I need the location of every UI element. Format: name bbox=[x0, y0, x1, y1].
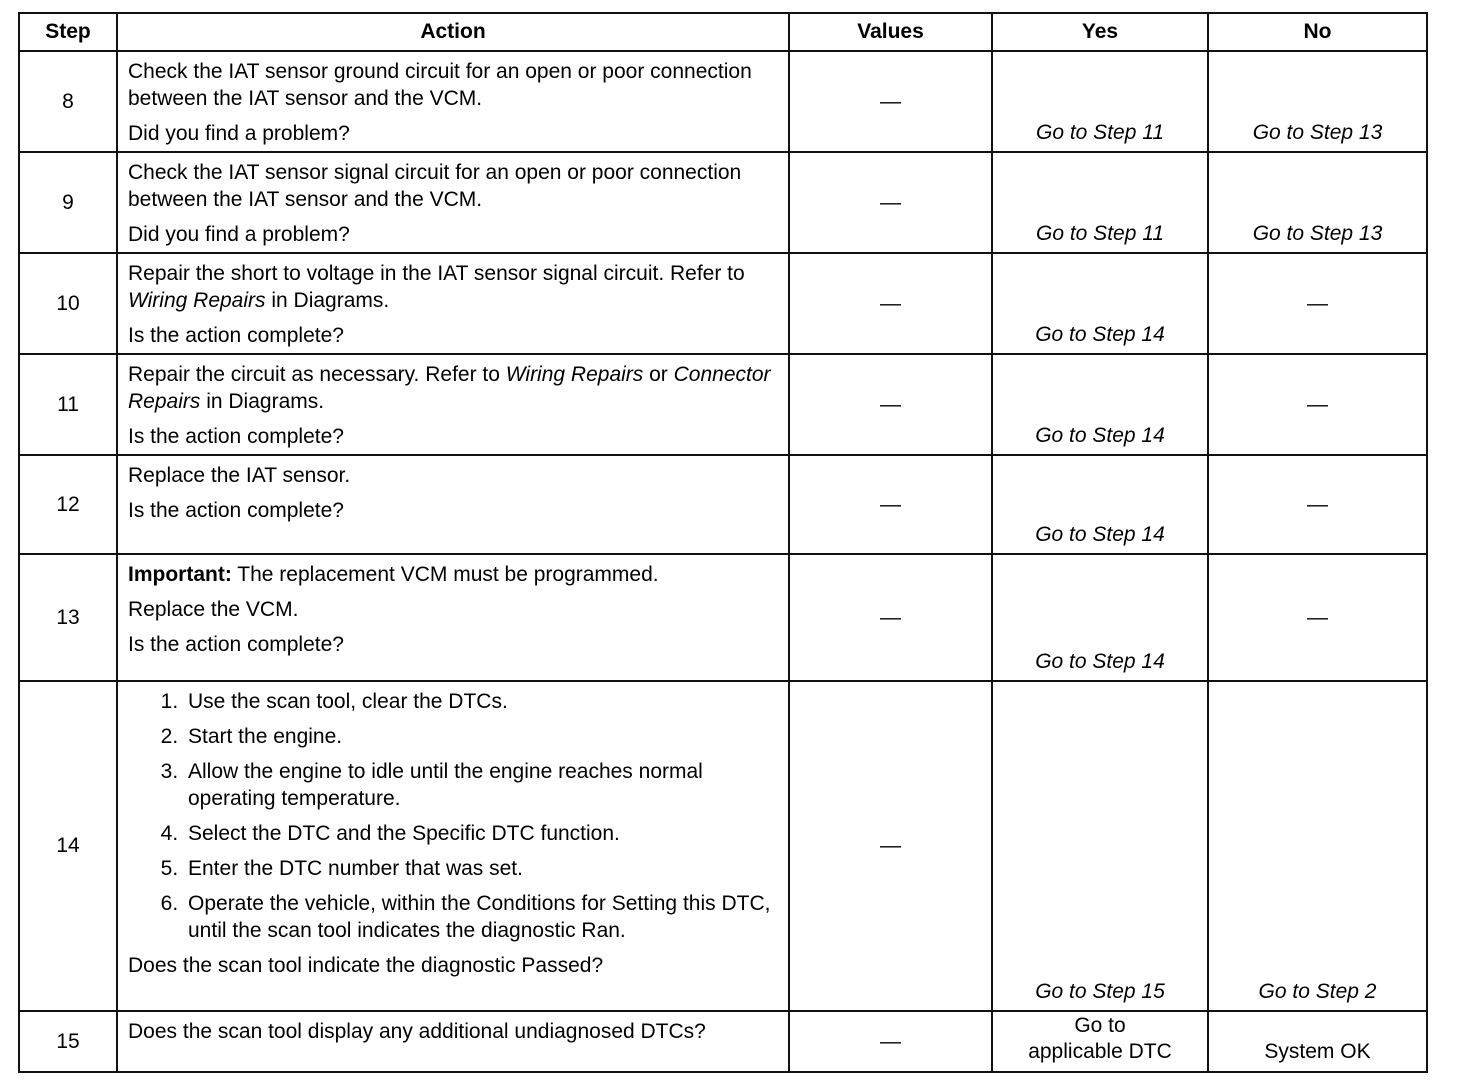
values-cell: — bbox=[789, 51, 992, 152]
table-row bbox=[19, 253, 1427, 354]
header-yes: Yes bbox=[992, 13, 1208, 51]
action-question: Does the scan tool indicate the diagnostic Passed? bbox=[128, 954, 604, 977]
table-row bbox=[19, 455, 1427, 554]
action-text bbox=[128, 361, 778, 415]
action-reference: Connector Repairs bbox=[128, 363, 771, 413]
action-cell bbox=[117, 51, 789, 152]
values-cell: — bbox=[789, 1011, 992, 1072]
diagnostic-table bbox=[18, 12, 1428, 1073]
important-text: The replacement VCM must be programmed. bbox=[231, 563, 659, 586]
no-cell: — bbox=[1208, 253, 1427, 354]
values-cell: — bbox=[789, 152, 992, 253]
values-cell: — bbox=[789, 253, 992, 354]
step-number: 10 bbox=[19, 253, 117, 354]
action-question: Did you find a problem? bbox=[128, 122, 350, 145]
yes-cell: Go to Step 11 bbox=[992, 51, 1208, 152]
action-question: Did you find a problem? bbox=[128, 223, 350, 246]
action-reference: Wiring Repairs bbox=[128, 289, 266, 312]
action-reference: Wiring Repairs bbox=[505, 363, 644, 386]
no-cell: Go to Step 2 bbox=[1208, 681, 1427, 1011]
step-number: 11 bbox=[19, 354, 117, 455]
table-row bbox=[19, 354, 1427, 455]
action-question: Is the action complete? bbox=[128, 499, 344, 522]
step-number: 13 bbox=[19, 554, 117, 681]
no-cell: Go to Step 13 bbox=[1208, 51, 1427, 152]
values-cell: — bbox=[789, 554, 992, 681]
values-cell: — bbox=[789, 455, 992, 554]
list-item: 6. Operate the vehicle, within the Conditions for Setting this DTC, until the scan tool indicates the diagnostic Ran. bbox=[184, 890, 778, 944]
header-step: Step bbox=[19, 13, 117, 51]
list-item: 5. Enter the DTC number that was set. bbox=[184, 855, 778, 882]
no-cell: — bbox=[1208, 554, 1427, 681]
yes-line: applicable DTC bbox=[1028, 1040, 1172, 1063]
action-cell bbox=[117, 253, 789, 354]
header-row bbox=[19, 13, 1427, 51]
action-text-part: or bbox=[643, 363, 674, 386]
action-question: Does the scan tool display any additional undiagnosed DTCs? bbox=[128, 1020, 706, 1043]
action-cell bbox=[117, 554, 789, 681]
step-number: 8 bbox=[19, 51, 117, 152]
action-text-part: in Diagrams. bbox=[200, 390, 325, 413]
action-cell bbox=[117, 354, 789, 455]
action-question: Is the action complete? bbox=[128, 425, 344, 448]
no-cell: — bbox=[1208, 455, 1427, 554]
step-number: 15 bbox=[19, 1011, 117, 1072]
action-text-part: in Diagrams. bbox=[265, 289, 390, 312]
action-text: Check the IAT sensor signal circuit for an open or poor connection between the IAT sensor and the VCM. bbox=[128, 161, 742, 211]
values-cell: — bbox=[789, 354, 992, 455]
no-cell: Go to Step 13 bbox=[1208, 152, 1427, 253]
action-text bbox=[128, 260, 778, 314]
yes-cell: Go to Step 14 bbox=[992, 253, 1208, 354]
table-row bbox=[19, 681, 1427, 1011]
yes-cell: Go to Step 15 bbox=[992, 681, 1208, 1011]
header-action: Action bbox=[117, 13, 789, 51]
action-text: Replace the VCM. bbox=[128, 598, 299, 621]
action-text: Check the IAT sensor ground circuit for an open or poor connection between the IAT sensor and the VCM. bbox=[128, 60, 752, 110]
yes-cell bbox=[992, 1011, 1208, 1072]
step-number: 14 bbox=[19, 681, 117, 1011]
step-number: 9 bbox=[19, 152, 117, 253]
list-item: 3. Allow the engine to idle until the engine reaches normal operating temperature. bbox=[184, 758, 778, 812]
important-label: Important: bbox=[128, 563, 232, 586]
list-item: 4. Select the DTC and the Specific DTC function. bbox=[184, 820, 778, 847]
values-cell: — bbox=[789, 681, 992, 1011]
header-no: No bbox=[1208, 13, 1427, 51]
no-cell: System OK bbox=[1208, 1011, 1427, 1072]
table-row bbox=[19, 554, 1427, 681]
table-row bbox=[19, 152, 1427, 253]
yes-cell: Go to Step 14 bbox=[992, 554, 1208, 681]
table-row bbox=[19, 51, 1427, 152]
yes-cell: Go to Step 14 bbox=[992, 455, 1208, 554]
table-row bbox=[19, 1011, 1427, 1072]
yes-line: Go to bbox=[1074, 1014, 1126, 1037]
action-question: Is the action complete? bbox=[128, 324, 344, 347]
yes-cell: Go to Step 14 bbox=[992, 354, 1208, 455]
action-cell bbox=[117, 1011, 789, 1072]
action-cell bbox=[117, 152, 789, 253]
action-cell bbox=[117, 455, 789, 554]
procedure-list bbox=[128, 688, 778, 944]
no-cell: — bbox=[1208, 354, 1427, 455]
list-item: 2. Start the engine. bbox=[184, 723, 778, 750]
action-question: Is the action complete? bbox=[128, 633, 344, 656]
action-text-part: Repair the short to voltage in the IAT sensor signal circuit. Refer to bbox=[128, 262, 745, 285]
important-note bbox=[128, 561, 778, 588]
yes-cell: Go to Step 11 bbox=[992, 152, 1208, 253]
action-cell bbox=[117, 681, 789, 1011]
action-text-part: Repair the circuit as necessary. Refer to bbox=[128, 363, 506, 386]
list-item: 1. Use the scan tool, clear the DTCs. bbox=[184, 688, 778, 715]
step-number: 12 bbox=[19, 455, 117, 554]
action-text: Replace the IAT sensor. bbox=[128, 464, 351, 487]
header-values: Values bbox=[789, 13, 992, 51]
